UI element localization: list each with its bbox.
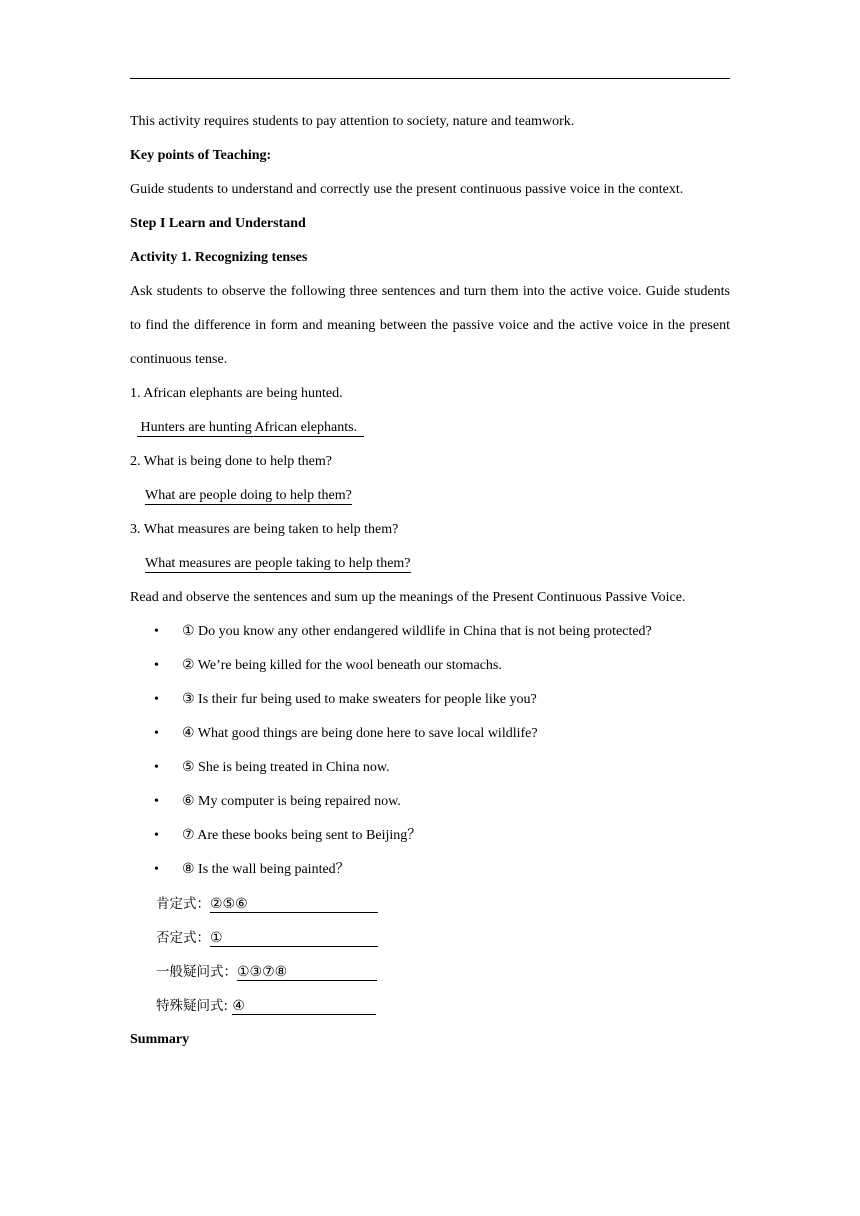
document-body: [130, 105, 730, 1057]
form-answer: ①: [210, 930, 378, 947]
bullet-icon: •: [154, 658, 159, 673]
example-text: ⑤ She is being treated in China now.: [182, 760, 390, 775]
form-answer: ①③⑦⑧: [237, 964, 377, 981]
exercise-answer-2: What are people doing to help them?: [145, 488, 352, 503]
key-points-heading: Key points of Teaching:: [130, 148, 272, 163]
example-item: [130, 717, 730, 751]
bullet-icon: •: [154, 760, 159, 775]
example-item: [130, 853, 730, 887]
example-text: ⑧ Is the wall being painted？: [182, 862, 350, 877]
activity-heading: Activity 1. Recognizing tenses: [130, 250, 308, 265]
example-item: [130, 683, 730, 717]
summary-heading: Summary: [130, 1032, 190, 1047]
form-label: 一般疑问式：: [156, 964, 237, 980]
form-general-question: [130, 955, 730, 989]
form-label: 否定式：: [156, 930, 210, 946]
observe-instructions: Read and observe the sentences and sum up the meanings of the Present Continuous Passive Voice.: [130, 590, 686, 605]
bullet-icon: •: [154, 828, 159, 843]
example-item: [130, 785, 730, 819]
bullet-icon: •: [154, 794, 159, 809]
key-points-text: Guide students to understand and correctly use the present continuous passive voice in the context.: [130, 182, 684, 197]
example-item: [130, 615, 730, 649]
bullet-icon: •: [154, 726, 159, 741]
example-item: [130, 819, 730, 853]
bullet-icon: •: [154, 692, 159, 707]
example-text: ② We’re being killed for the wool beneath our stomachs.: [182, 658, 502, 673]
exercise-answer-row-3: [130, 547, 730, 581]
exercise-prompt-3: 3. What measures are being taken to help them?: [130, 522, 399, 537]
example-text: ③ Is their fur being used to make sweaters for people like you?: [182, 692, 537, 707]
form-negative: [130, 921, 730, 955]
exercise-answer-row-1: [130, 411, 730, 445]
exercise-answer-row-2: [130, 479, 730, 513]
form-affirmative: [130, 887, 730, 921]
step-heading: Step I Learn and Understand: [130, 216, 306, 231]
exercise-answer-3: What measures are people taking to help them?: [145, 556, 411, 571]
example-item: [130, 649, 730, 683]
exercise-prompt-1: 1. African elephants are being hunted.: [130, 386, 343, 401]
example-text: ① Do you know any other endangered wildlife in China that is not being protected?: [182, 624, 652, 639]
activity-instructions: Ask students to observe the following three sentences and turn them into the active voice. Guide students to find the difference in form and meaning between the passive voice and the active voice in the present continuous tense.: [130, 284, 730, 367]
example-text: ④ What good things are being done here to save local wildlife?: [182, 726, 538, 741]
intro-text: This activity requires students to pay attention to society, nature and teamwork.: [130, 114, 575, 129]
bullet-icon: •: [154, 624, 159, 639]
example-item: [130, 751, 730, 785]
form-answer: ②⑤⑥: [210, 896, 378, 913]
form-label: 肯定式：: [156, 896, 210, 912]
header-rule: [130, 78, 730, 79]
form-special-question: [130, 989, 730, 1023]
example-text: ⑥ My computer is being repaired now.: [182, 794, 401, 809]
exercise-prompt-2: 2. What is being done to help them?: [130, 454, 332, 469]
form-answer: ④: [232, 998, 376, 1015]
bullet-icon: •: [154, 862, 159, 877]
example-text: ⑦ Are these books being sent to Beijing？: [182, 828, 422, 843]
form-label: 特殊疑问式:: [156, 998, 233, 1014]
exercise-answer-1: Hunters are hunting African elephants.: [137, 420, 365, 435]
